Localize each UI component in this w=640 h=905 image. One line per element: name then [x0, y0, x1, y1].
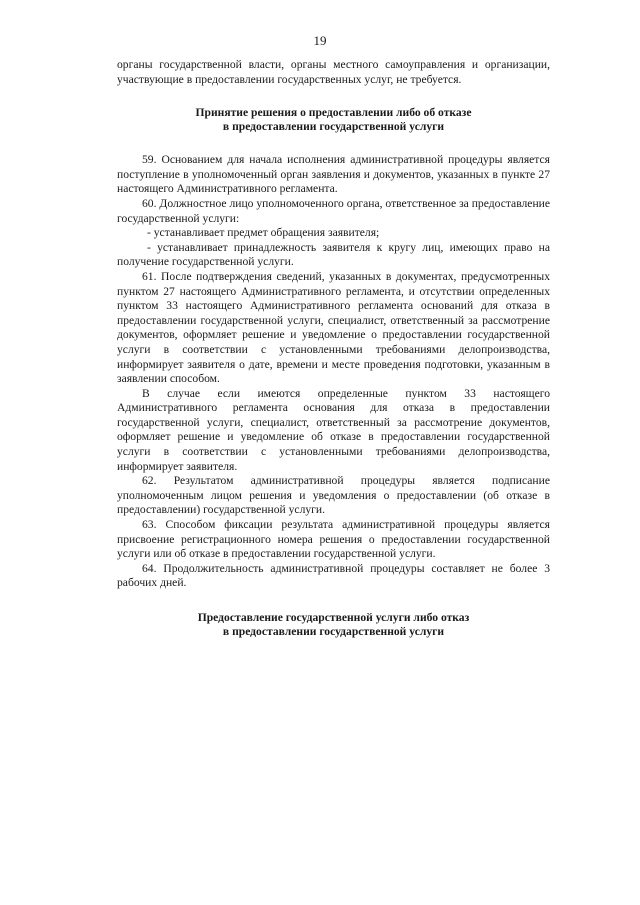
paragraph-60: 60. Должностное лицо уполномоченного органа, ответственное за предоставление государственной услуги:	[117, 196, 550, 225]
section-heading-decision-line2: в предоставлении государственной услуги	[222, 120, 445, 134]
section-heading-decision-line1: Принятие решения о предоставлении либо об отказе	[195, 106, 472, 120]
paragraph-60-item-1: - устанавливает предмет обращения заявителя;	[147, 226, 380, 240]
paragraph-59: 59. Основанием для начала исполнения административной процедуры является поступление в уполномоченный орган заявления и документов, указанных в пункте 27 настоящего Административного регламента.	[117, 153, 550, 196]
page-content	[117, 58, 550, 639]
paragraph-61: 61. После подтверждения сведений, указанных в документах, предусмотренных пунктом 27 настоящего Административного регламента, и отсутствии определенных пунктом 33 настоящего Административного регламента оснований для отказа в предоставлении государственной услуги, специалист, ответственный за рассмотрение документов, оформляет решение и уведомление о предоставлении государственной услуги в соответствии с установленными требованиями делопроизводства, информирует заявителя о дате, времени и месте проведения подготовки, указанным в заявлении способом.	[117, 269, 550, 386]
section-heading-provision-line2: в предоставлении государственной услуги	[222, 625, 445, 638]
section-heading-decision	[117, 106, 550, 134]
page-number: 19	[313, 33, 327, 48]
paragraph-60-item-2: - устанавливает принадлежность заявителя к кругу лиц, имеющих право на получение государственной услуги.	[117, 240, 550, 269]
section-heading-provision-line1: Предоставление государственной услуги либо отказ	[197, 611, 470, 624]
paragraph-64: 64. Продолжительность административной процедуры составляет не более 3 рабочих дней.	[117, 561, 550, 590]
paragraph-63: 63. Способом фиксации результата административной процедуры является присвоение регистрационного номера решения о предоставлении государственной услуги или об отказе в предоставлении государственной услуги.	[117, 518, 550, 561]
intro-paragraph: органы государственной власти, органы местного самоуправления и организации, участвующие в предоставлении государственных услуг, не требуется.	[117, 58, 550, 86]
section-heading-provision	[117, 611, 550, 639]
paragraph-61-refusal: В случае если имеются определенные пунктом 33 настоящего Административного регламента основания для отказа в предоставлении государственной услуги, специалист, ответственный за рассмотрение документов, оформляет решение и уведомление об отказе в предоставлении государственной услуги в соответствии с установленными требованиями делопроизводства, информирует заявителя.	[117, 386, 550, 473]
paragraph-62: 62. Результатом административной процедуры является подписание уполномоченным лицом решения и уведомления о предоставлении (об отказе в предоставлении) государственной услуги.	[117, 474, 550, 517]
